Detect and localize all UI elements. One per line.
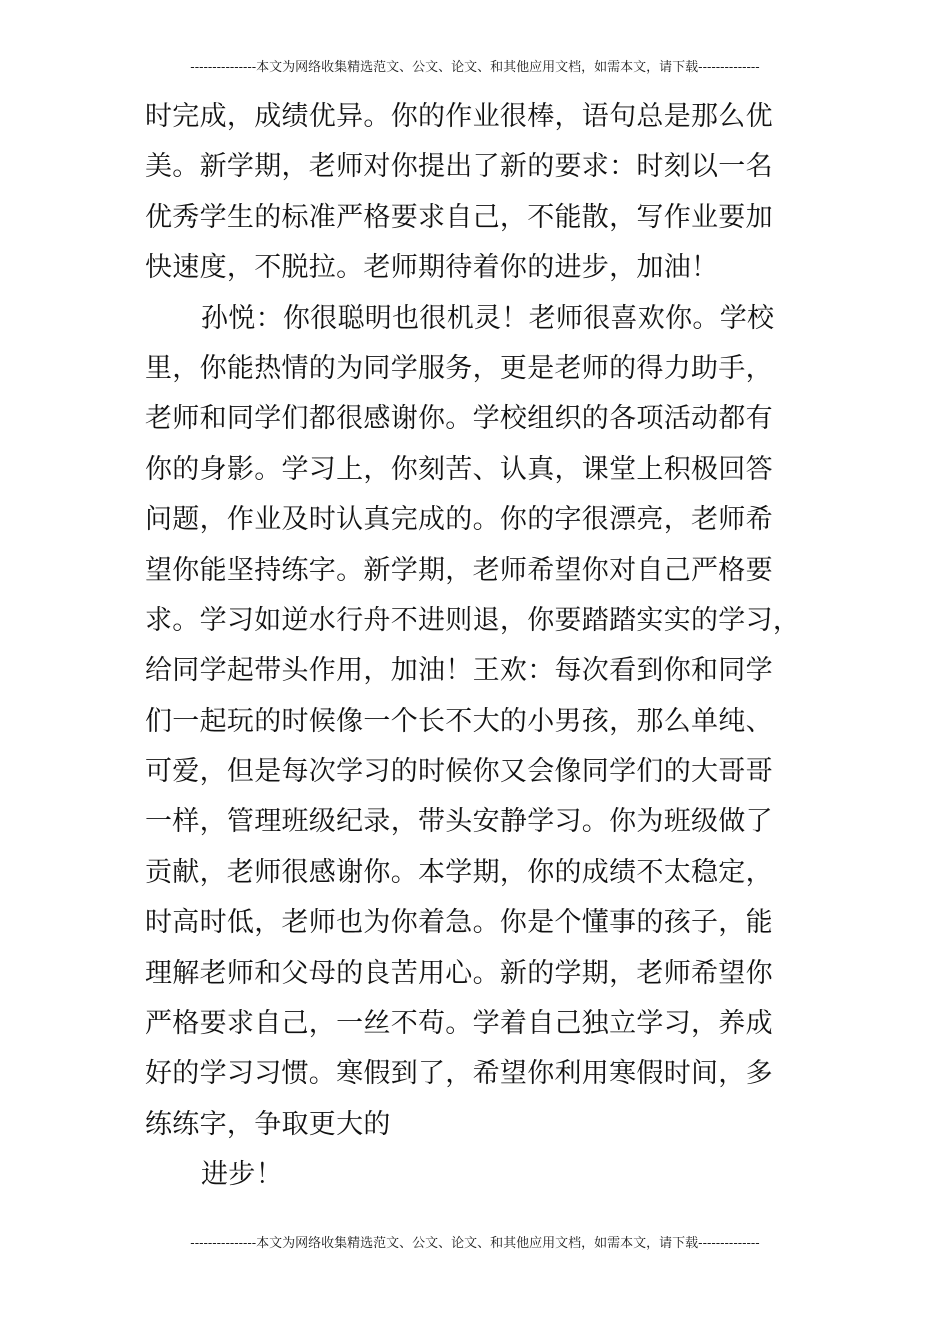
text-line: 们一起玩的时候像一个长不大的小男孩，那么单纯、 [145,705,773,737]
document-body [145,92,815,1201]
text-line: 老师和同学们都很感谢你。学校组织的各项活动都有 [145,403,773,435]
text-line: 求。学习如逆水行舟不进则退，你要踏踏实实的学习， [145,604,801,636]
text-line: 你的身影。学习上，你刻苦、认真，课堂上积极回答 [145,453,773,485]
text-line: 贡献，老师很感谢你。本学期，你的成绩不太稳定， [145,856,773,888]
text-line: 一样，管理班级纪录，带头安静学习。你为班级做了 [145,806,773,838]
paragraph-start-line: 孙悦：你很聪明也很机灵！老师很喜欢你。学校 [201,302,775,334]
text-line: 时高时低，老师也为你着急。你是个懂事的孩子，能 [145,907,773,939]
text-line: 理解老师和父母的良苦用心。新的学期，老师希望你 [145,957,773,989]
text-line: 练练字，争取更大的 [145,1108,391,1140]
text-line: 时完成，成绩优异。你的作业很棒，语句总是那么优 [145,101,773,132]
text-line: 可爱，但是每次学习的时候你又会像同学们的大哥哥 [145,756,773,788]
text-line: 快速度，不脱拉。老师期待着你的进步，加油！ [145,252,719,284]
text-line: 问题，作业及时认真完成的。你的字很漂亮，老师希 [145,504,773,536]
text-line: 严格要求自己，一丝不苟。学着自己独立学习，养成 [145,1008,773,1040]
text-line: 优秀学生的标准严格要求自己，不能散，写作业要加 [145,201,773,233]
running-footer: ---------------本文为网络收集精选范文、公文、论文、和其他应用文档，如需本文，请下载-------------- [190,1236,760,1251]
text-line: 里，你能热情的为同学服务，更是老师的得力助手， [145,352,773,384]
text-line: 好的学习习惯。寒假到了，希望你利用寒假时间，多 [145,1058,773,1090]
paragraph-start-line: 进步！ [201,1159,283,1191]
text-line: 美。新学期，老师对你提出了新的要求：时刻以一名 [145,151,773,183]
text-line: 给同学起带头作用，加油！王欢：每次看到你和同学 [145,655,773,687]
text-line: 望你能坚持练字。新学期，老师希望你对自己严格要 [145,554,773,586]
running-header: ---------------本文为网络收集精选范文、公文、论文、和其他应用文档，如需本文，请下载-------------- [190,60,760,75]
